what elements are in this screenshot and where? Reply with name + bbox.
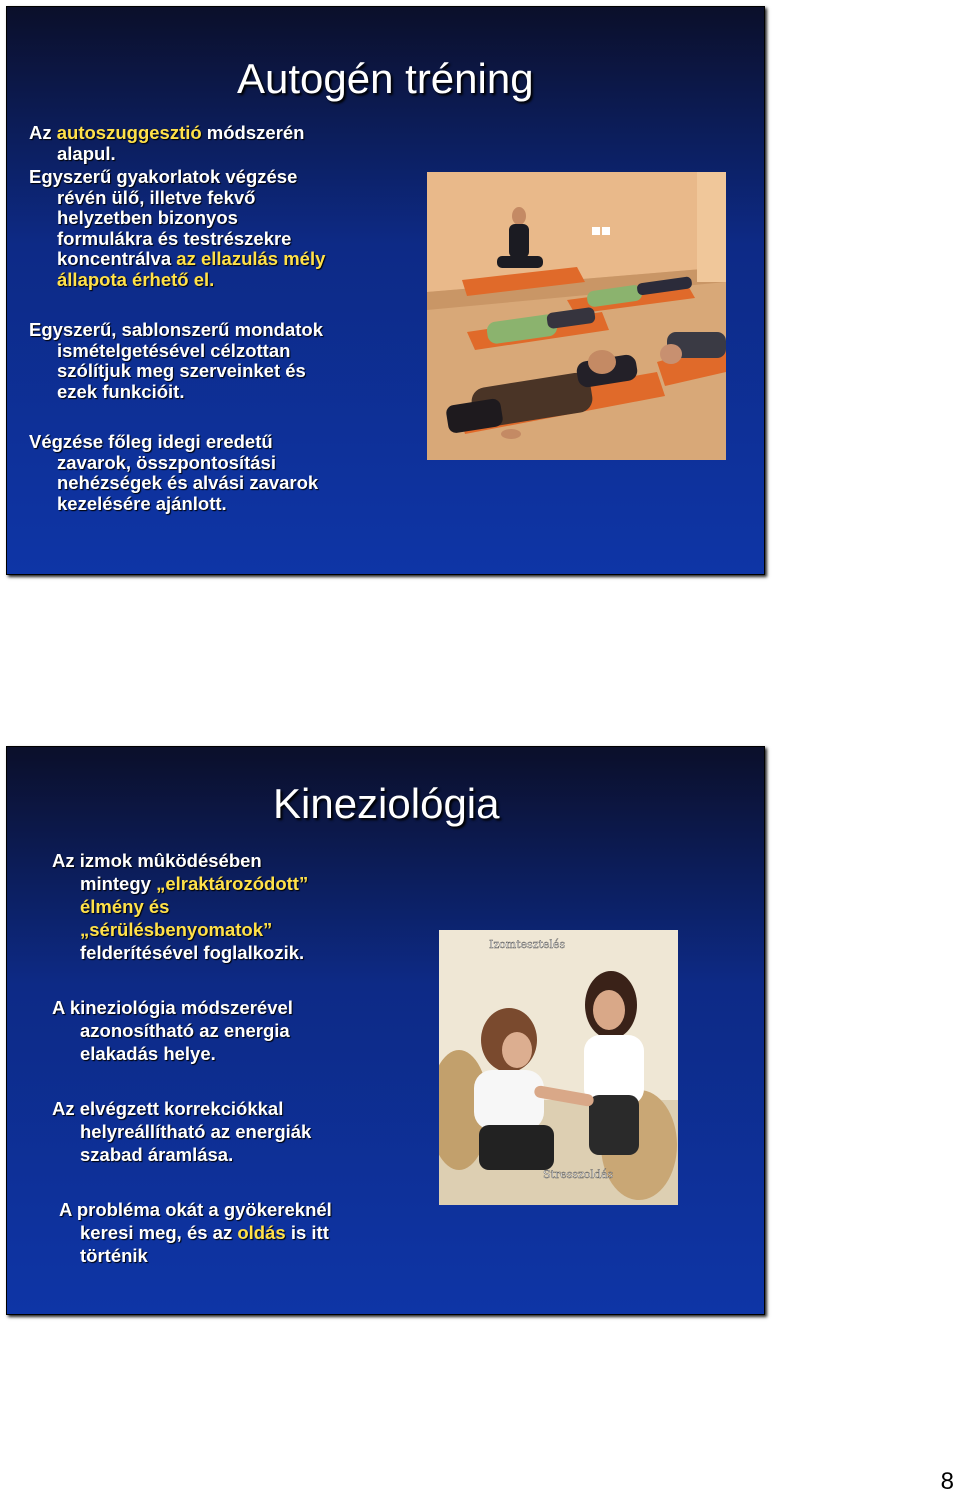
page-number: 8 xyxy=(940,1468,954,1495)
text-span: koncentrálva xyxy=(57,248,177,269)
text-line: szólítjuk meg szerveinket és xyxy=(57,360,306,381)
highlight-ellazulas: az ellazulás mély xyxy=(176,248,326,269)
paragraph-sentences xyxy=(29,320,323,402)
text-span: keresi meg, és az xyxy=(80,1222,238,1243)
text-line: felderítésével foglalkozik. xyxy=(80,942,305,963)
text-line: Egyszerű gyakorlatok végzése xyxy=(29,166,298,187)
text-span: mintegy xyxy=(80,873,157,894)
highlight-elraktarozodott: „elraktározódott” xyxy=(156,873,309,894)
slide-autogen-trening xyxy=(6,6,765,575)
text-line: azonosítható az energia xyxy=(80,1020,290,1041)
photo-caption-top: Izomtesztelés xyxy=(489,938,566,951)
text-line: helyzetben bizonyos xyxy=(57,207,238,228)
text-line: alapul. xyxy=(57,142,116,164)
highlight-oldas: oldás xyxy=(237,1222,286,1243)
paragraph-usage xyxy=(29,432,318,514)
photo-group-relaxation xyxy=(427,172,726,460)
text-span: is itt xyxy=(285,1222,329,1243)
text-line: A probléma okát a gyökereknél xyxy=(59,1199,332,1220)
text-line: ezek funkcióit. xyxy=(57,380,185,402)
slide-title: Kineziológia xyxy=(273,780,500,827)
text-line: helyreállítható az energiák xyxy=(80,1121,312,1142)
text-line: ismételgetésével célzottan xyxy=(57,339,291,361)
text-line: elakadás helye. xyxy=(80,1043,216,1064)
photo-caption-bottom: Stresszoldás xyxy=(543,1168,614,1181)
text-line: történik xyxy=(80,1245,148,1266)
text-line: Végzése főleg idegi eredetű xyxy=(29,431,273,452)
paragraph-definition xyxy=(52,849,308,964)
text-line: kezelésére ajánlott. xyxy=(57,492,227,514)
paragraph-identification xyxy=(52,996,293,1065)
highlight-elmeny: élmény és xyxy=(80,896,170,917)
text-line: Az elvégzett korrekciókkal xyxy=(52,1098,284,1119)
highlight-allapota: állapota érhető el. xyxy=(57,268,215,290)
text-span: Az xyxy=(29,122,57,143)
highlight-serulesbenyomatok: „sérülésbenyomatok” xyxy=(80,919,273,940)
slide-kineziologia xyxy=(6,746,765,1315)
photo-kinesiology-session xyxy=(439,930,678,1205)
text-span: módszerén xyxy=(201,122,305,143)
paragraph-corrections xyxy=(52,1097,311,1166)
paragraph-method xyxy=(29,123,325,290)
slide-title: Autogén tréning xyxy=(237,55,534,102)
paragraph-roots xyxy=(59,1198,332,1267)
highlight-autoszuggesztio: autoszuggesztió xyxy=(56,122,202,143)
text-line: A kineziológia módszerével xyxy=(52,997,293,1018)
text-line: Az izmok mûködésében xyxy=(52,850,262,871)
text-line: Egyszerű, sablonszerű mondatok xyxy=(29,319,324,340)
text-line: révén ülő, illetve fekvő xyxy=(57,186,256,208)
text-line: zavarok, összpontosítási xyxy=(57,451,276,473)
text-line: formulákra és testrészekre xyxy=(57,227,292,249)
text-line: szabad áramlása. xyxy=(80,1144,234,1165)
text-line: nehézségek és alvási zavarok xyxy=(57,472,319,493)
